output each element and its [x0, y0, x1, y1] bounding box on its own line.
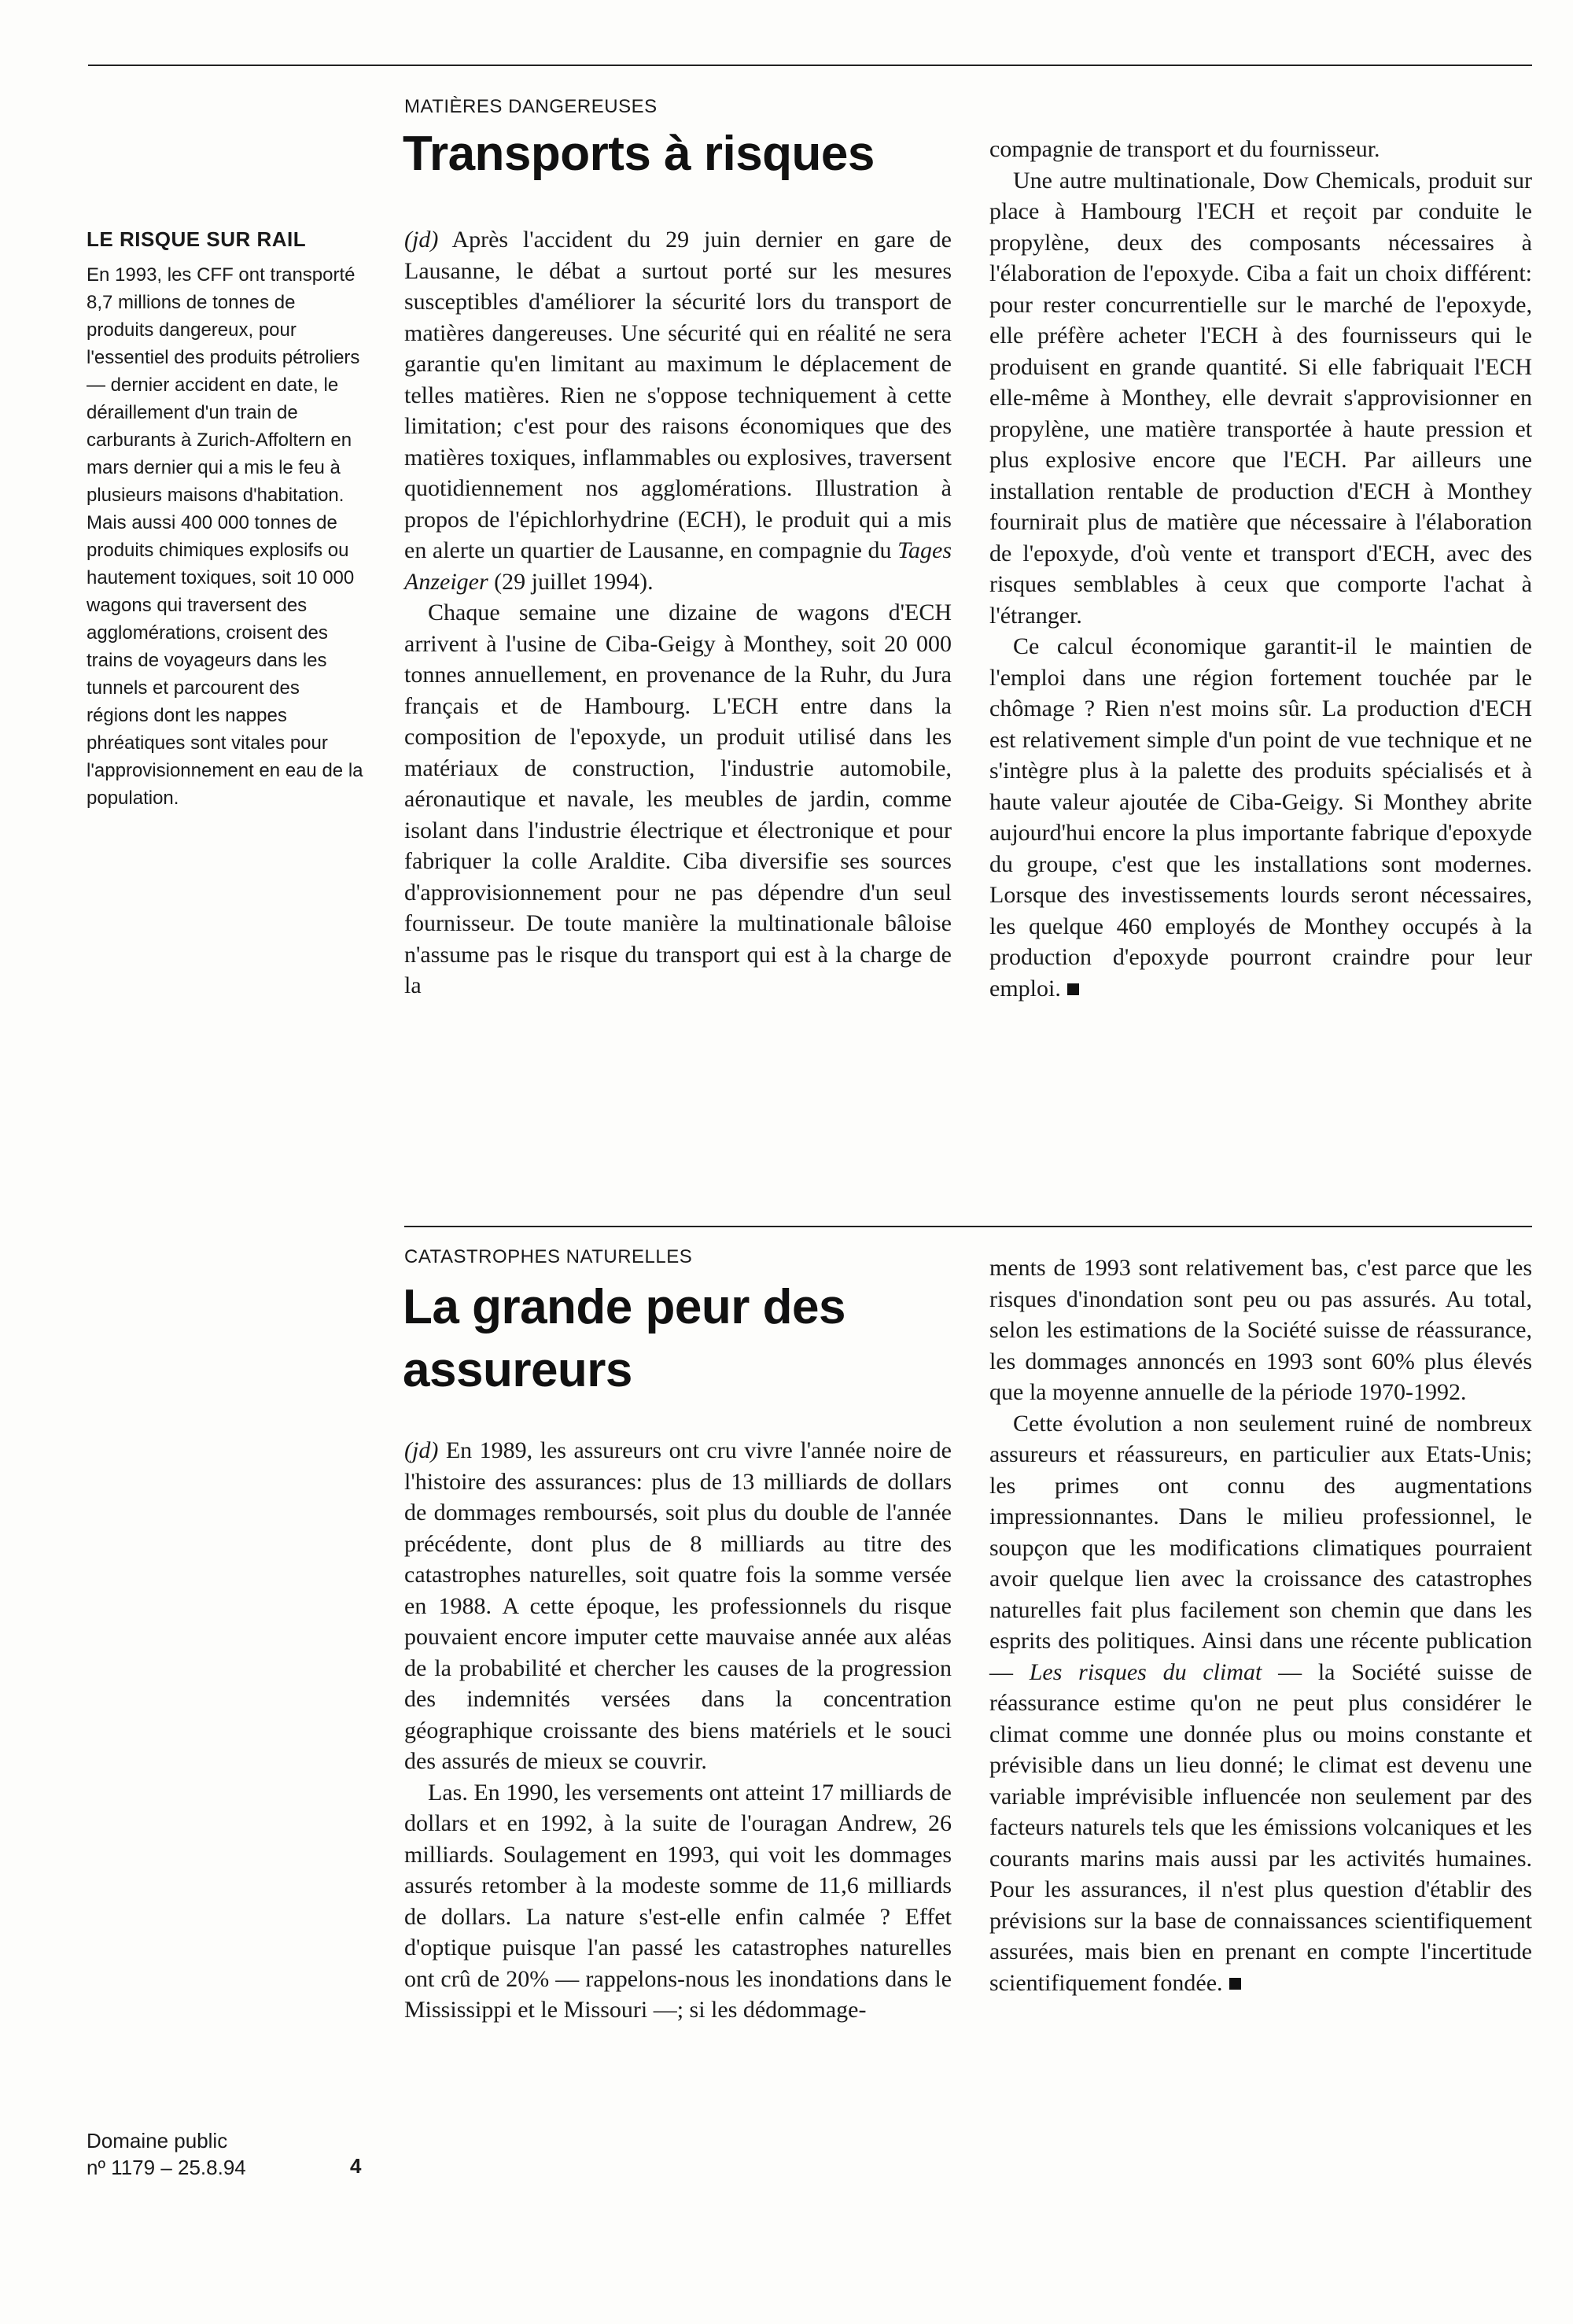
publication-name: Domaine public: [87, 2129, 228, 2152]
article2-column-1: [404, 1435, 952, 2026]
article2-title-line: La grande peur des: [403, 1280, 845, 1334]
article1-kicker: MATIÈRES DANGEREUSES: [404, 96, 658, 117]
article2-column-2: [989, 1252, 1532, 1998]
article1-column-1: [404, 224, 952, 1002]
page-number: 4: [350, 2154, 362, 2178]
article2-paragraph: Cette évolution a non seulement ruiné de nombreux assureurs et réassureurs, en particulier aux Etats-Unis; les primes ont connu des augmentations impressionnantes. Dans le milieu professionnel, le soupçon que les modifications climatiques pourraient avoir quelque lien avec la croissance des catastrophes naturelles fait plus facilement son chemin que dans les esprits des politiques. Ainsi dans une récente publication — Les risques du climat — la Société suisse de réassurance estime qu'on ne peut plus considérer le climat comme une donnée plus ou moins constante et prévisible dans un lieu donné; le climat est devenu une variable imprévisible influencée non seulement par des facteurs naturels tels que les émissions volcaniques et les courants marins mais aussi par les activités humaines. Pour les assurances, il n'est plus question d'établir des prévisions sur la base de connaissances scientifiquement assurées, mais bien en prenant en compte l'incertitude scientifiquement fondée.: [989, 1410, 1532, 1996]
article2-title: [403, 1276, 845, 1402]
end-of-article-square-icon: [1229, 1978, 1241, 1990]
author-initials: (jd): [404, 227, 439, 253]
article2-kicker: CATASTROPHES NATURELLES: [404, 1246, 693, 1267]
sidebar-text: En 1993, les CFF ont transporté 8,7 millions de tonnes de produits dangereux, pour l'essentiel des produits pétroliers — dernier accident en date, le déraillement d'un train de carburants à Zurich-Affoltern en mars dernier qui a mis le feu à plusieurs maisons d'habitation. Mais aussi 400 000 tonnes de produits chimiques explosifs ou hautement toxiques, soit 10 000 wagons qui traversent des agglomérations, croisent des trains de voyageurs dans les tunnels et parcourent des régions dont les nappes phréatiques sont vitales pour l'approvisionnement en eau de la population.: [87, 264, 363, 809]
issue-info: nº 1179 – 25.8.94: [87, 2156, 246, 2179]
article1-paragraph: (jd) Après l'accident du 29 juin dernier en gare de Lausanne, le débat a surtout porté sur les mesures susceptibles d'améliorer la sécurité lors du transport de matières dangereuses. Une sécurité qui en réalité ne sera garantie qu'en limitant au maximum le déplacement de telles matières. Rien ne s'oppose techniquement à cette limitation; c'est pour des raisons économiques que des matières toxiques, inflammables ou explosives, traversent quotidiennement nos agglomérations. Illustration à propos de l'épichlorhydrine (ECH), le produit qui a mis en alerte un quartier de Lausanne, en compagnie du Tages Anzeiger (29 juillet 1994).: [404, 227, 952, 595]
publication-name: Les risques du climat: [1029, 1658, 1262, 1685]
article1-paragraph: Une autre multinationale, Dow Chemicals, produit sur place à Hambourg l'ECH et reçoit par conduite le propylène, deux des composants nécessaires à l'élaboration de l'epoxyde. Ciba a fait un choix différent: pour rester concurrentielle sur le marché de l'epoxyde, elle préfère acheter l'ECH à des fournisseurs qui le produisent en grande quantité. Si elle fabriquait l'ECH elle-même à Monthey, elle devrait s'approvisionner en propylène, une matière transportée à haute pression et plus explosive encore que l'ECH. Par ailleurs une installation rentable de production d'ECH à Monthey fournirait plus de matière que nécessaire à l'élaboration de l'epoxyde, d'où vente et transport d'ECH, avec des risques semblables à ceux que comporte l'achat à l'étranger.: [989, 167, 1532, 629]
article2-title-line: assureurs: [403, 1343, 632, 1397]
article1-title: Transports à risques: [403, 127, 875, 181]
article1-paragraph: Chaque semaine une dizaine de wagons d'ECH arrivent à l'usine de Ciba-Geigy à Monthey, soit 20 000 tonnes annuellement, en provenance de la Ruhr, du Jura français et de Hambourg. L'ECH entre dans la composition de l'epoxyde, un produit utilisé dans les matériaux de construction, l'industrie automobile, aéronautique et navale, les meubles de jardin, comme isolant dans l'industrie électrique et électronique et pour fabriquer la colle Araldite. Ciba diversifie ses sources d'approvisionnement pour ne pas dépendre d'un seul fournisseur. De toute manière la multinationale bâloise n'assume pas le risque du transport qui est à la charge de la: [404, 599, 952, 998]
article2-paragraph: ments de 1993 sont relativement bas, c'est parce que les risques d'inondation sont peu ou pas assurés. Au total, selon les estimations de la Société suisse de réassurance, les dommages annoncés en 1993 sont 60% plus élevés que la moyenne annuelle de la période 1970-1992.: [989, 1255, 1532, 1405]
article1-column-2: [989, 134, 1532, 1004]
sidebar-title: LE RISQUE SUR RAIL: [87, 227, 307, 251]
article2-paragraph: Las. En 1990, les versements ont atteint 17 milliards de dollars et en 1992, à la suite de l'ouragan Andrew, 26 milliards. Soulagement en 1993, qui voit les dommages assurés retomber à la modeste somme de 11,6 milliards de dollars. La nature s'est-elle enfin calmée ? Effet d'optique puisque l'an passé les catastrophes naturelles ont crû de 20% — rappelons-nous les inondations dans le Mississippi et le Missouri —; si les dédommage-: [404, 1779, 952, 2023]
middle-rule: [404, 1226, 1532, 1227]
sidebar-box: [87, 227, 367, 812]
top-rule: [88, 65, 1532, 66]
author-initials: (jd): [404, 1437, 439, 1463]
article2-paragraph: (jd) En 1989, les assureurs ont cru vivre l'année noire de l'histoire des assurances: plus de 13 milliards de dollars de dommages remboursés, soit plus du double de l'année précédente, dont plus de 8 milliards au titre des catastrophes naturelles, soit quatre fois la somme versée en 1988. A cette époque, les professionnels du risque pouvaient encore imputer cette mauvaise année aux aléas de la probabilité et chercher les causes de la progression des indemnités versées dans la concentration géographique croissante des biens matériels et le souci des assurés de mieux se couvrir.: [404, 1437, 952, 1774]
newspaper-name: Tages Anzeiger: [404, 537, 952, 595]
article1-paragraph: compagnie de transport et du fournisseur.: [989, 136, 1380, 162]
article1-paragraph: Ce calcul économique garantit-il le maintien de l'emploi dans une région fortement touchée par le chômage ? Rien n'est moins sûr. La production d'ECH est relativement simple d'un point de vue technique et ne s'intègre plus à la palette des produits spécialisés et à haute valeur ajoutée de Ciba-Geigy. Si Monthey abrite aujourd'hui encore la plus importante fabrique d'epoxyde du groupe, c'est que les installations sont modernes. Lorsque des investissements lourds seront nécessaires, les quelque 460 employés de Monthey occupés à la production d'epoxyde pourront craindre pour leur emploi.: [989, 633, 1532, 1002]
end-of-article-square-icon: [1067, 983, 1079, 995]
